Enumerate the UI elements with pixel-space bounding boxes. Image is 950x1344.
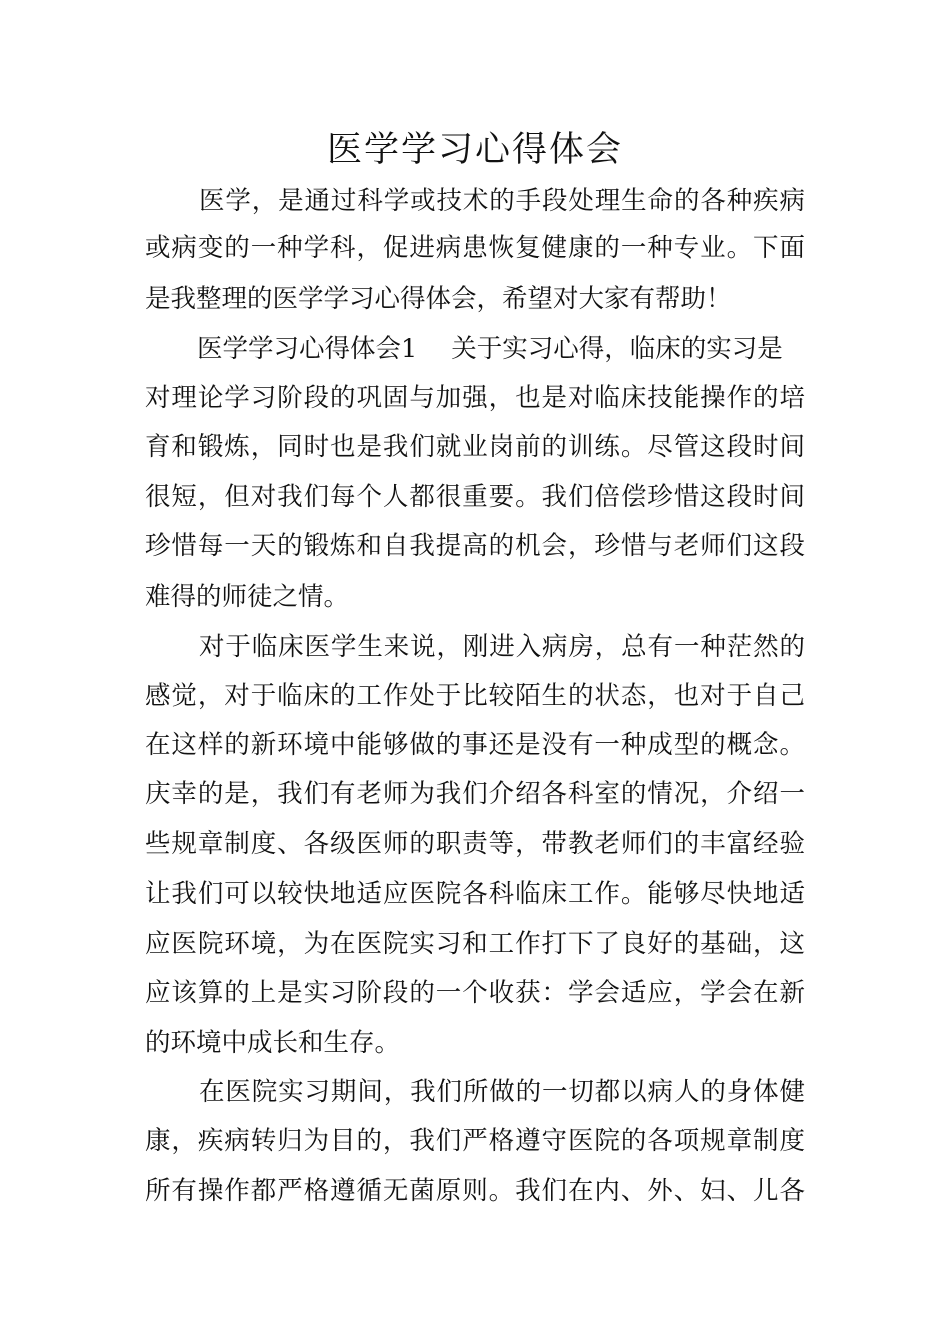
paragraph-line: 在医院实习期间，我们所做的一切都以病人的身体健 [199,1077,805,1107]
section-heading-line [197,329,805,369]
paragraph-line: 在这样的新环境中能够做的事还是没有一种成型的概念。 [145,730,805,760]
paragraph-line: 应该算的上是实习阶段的一个收获：学会适应，学会在新 [145,978,805,1008]
section-heading: 医学学习心得体会1 [197,334,418,364]
paragraph-line: 难得的师徒之情。 [145,582,350,612]
paragraph-line: 让我们可以较快地适应医院各科临床工作。能够尽快地适 [145,879,805,909]
paragraph-line: 感觉，对于临床的工作处于比较陌生的状态，也对于自己 [145,681,805,711]
paragraph-line: 康，疾病转归为目的，我们严格遵守医院的各项规章制度 [145,1126,805,1156]
document-title: 医学学习心得体会 [326,130,623,170]
paragraph-line: 很短，但对我们每个人都很重要。我们倍偿珍惜这段时间 [145,482,805,512]
paragraph-line: 所有操作都严格遵循无菌原则。我们在内、外、妇、儿各 [145,1176,805,1206]
paragraph-line: 关于实习心得，临床的实习是 [451,334,783,364]
paragraph-line: 是我整理的医学学习心得体会，希望对大家有帮助！ [145,284,732,314]
paragraph-line: 育和锻炼，同时也是我们就业岗前的训练。尽管这段时间 [145,432,805,462]
paragraph-line: 珍惜每一天的锻炼和自我提高的机会，珍惜与老师们这段 [145,531,805,561]
paragraph-line: 对于临床医学生来说，刚进入病房，总有一种茫然的 [199,632,805,662]
paragraph-line: 的环境中成长和生存。 [145,1028,401,1058]
paragraph-line: 应医院环境，为在医院实习和工作打下了良好的基础，这 [145,929,805,959]
paragraph-line: 庆幸的是，我们有老师为我们介绍各科室的情况，介绍一 [145,779,805,809]
paragraph-line: 或病变的一种学科，促进病患恢复健康的一种专业。下面 [145,233,805,263]
paragraph-line: 对理论学习阶段的巩固与加强，也是对临床技能操作的培 [145,383,805,413]
paragraph-line: 些规章制度、各级医师的职责等，带教老师们的丰富经验 [145,829,805,859]
paragraph-line: 医学，是通过科学或技术的手段处理生命的各种疾病 [199,186,805,216]
